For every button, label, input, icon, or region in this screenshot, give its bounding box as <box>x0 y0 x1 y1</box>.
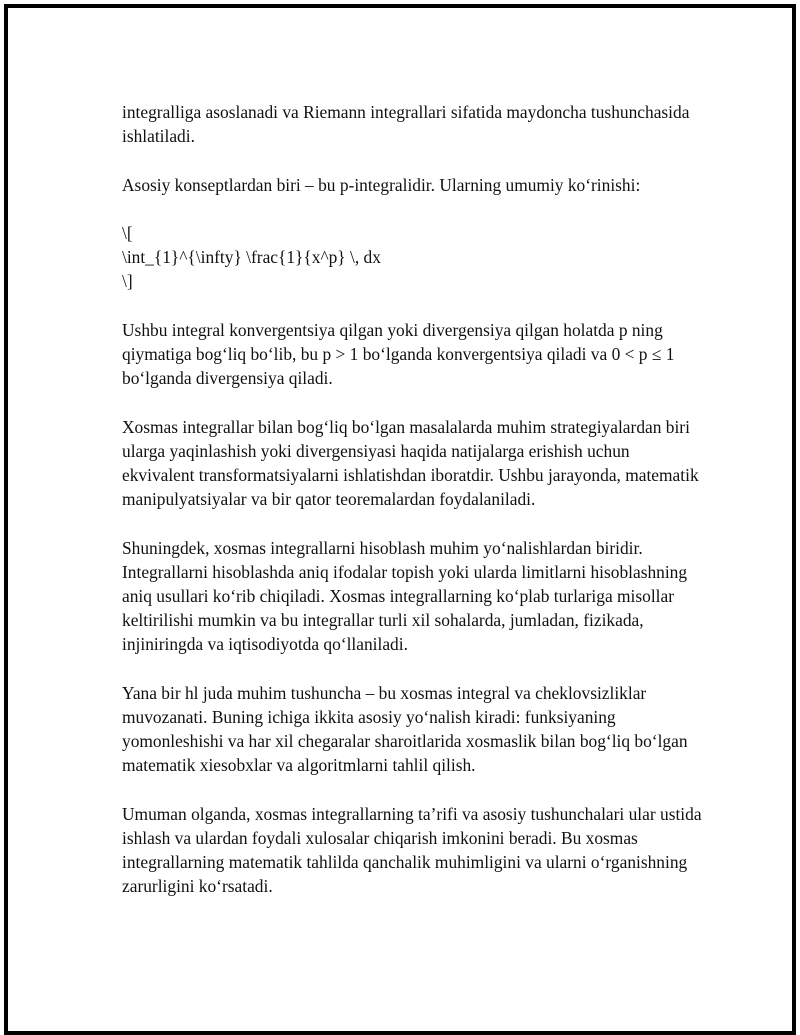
paragraph-7: Umuman olganda, xosmas integrallarning taʼrifi va asosiy tushunchalari ular ustida ishlash va ulardan foydali xulosalar chiqarish imkonini beradi. Bu xosmas integrallarning matematik tahlilda qanchalik muhimligini va ularni oʻrganishning zarurligini koʻrsatadi. <box>122 803 702 897</box>
paragraph-1: integralliga asoslanadi va Riemann integrallari sifatida maydoncha tushunchasida ishlatiladi. <box>122 102 690 147</box>
formula-close: \] <box>122 271 133 292</box>
formula-body: \int_{1}^{\infty} \frac{1}{x^p} \, dx <box>122 247 381 268</box>
paragraph-6: Yana bir hl juda muhim tushuncha – bu xosmas integral va cheklovsizliklar muvozanati. Buning ichiga ikkita asosiy yoʻnalish kiradi: funksiyaning yomonleshishi va har xil chegaralar sharoitlarida xosmaslik bilan bogʻliq boʻlgan matematik xiesobxlar va algoritmlarni tahlil qilish. <box>122 682 688 776</box>
paragraph-5: Shuningdek, xosmas integrallarni hisoblash muhim yoʻnalishlardan biridir. Integrallarni hisoblashda aniq ifodalar topish yoki ularda limitlarni hisoblashning aniq usullari koʻrib chiqiladi. Xosmas integrallarning koʻplab turlariga misollar keltirilishi mumkin va bu integrallar turli xil sohalarda, jumladan, fizikada, injiniringda va iqtisodiyotda qoʻllaniladi. <box>122 537 688 655</box>
paragraph-2: Asosiy konseptlardan biri – bu p-integralidir. Ularning umumiy koʻrinishi: <box>122 174 641 195</box>
formula-open: \[ <box>122 222 133 243</box>
paragraph-3: Ushbu integral konvergentsiya qilgan yoki divergensiya qilgan holatda p ning qiymatiga bogʻliq boʻlib, bu p > 1 boʻlganda konvergentsiya qiladi va 0 < p ≤ 1 boʻlganda divergensiya qiladi. <box>122 319 675 389</box>
page-frame <box>4 4 796 1035</box>
paragraph-4: Xosmas integrallar bilan bogʻliq boʻlgan masalalarda muhim strategiyalardan biri ularga yaqinlashish yoki divergensiyasi haqida natijalarga erishish uchun ekvivalent transformatsiyalarni ishlatishdan iboratdir. Ushbu jarayonda, matematik manipulyatsiyalar va bir qator teoremalardan foydalaniladi. <box>122 416 699 510</box>
formula-block <box>122 221 702 294</box>
document-body <box>122 100 702 923</box>
